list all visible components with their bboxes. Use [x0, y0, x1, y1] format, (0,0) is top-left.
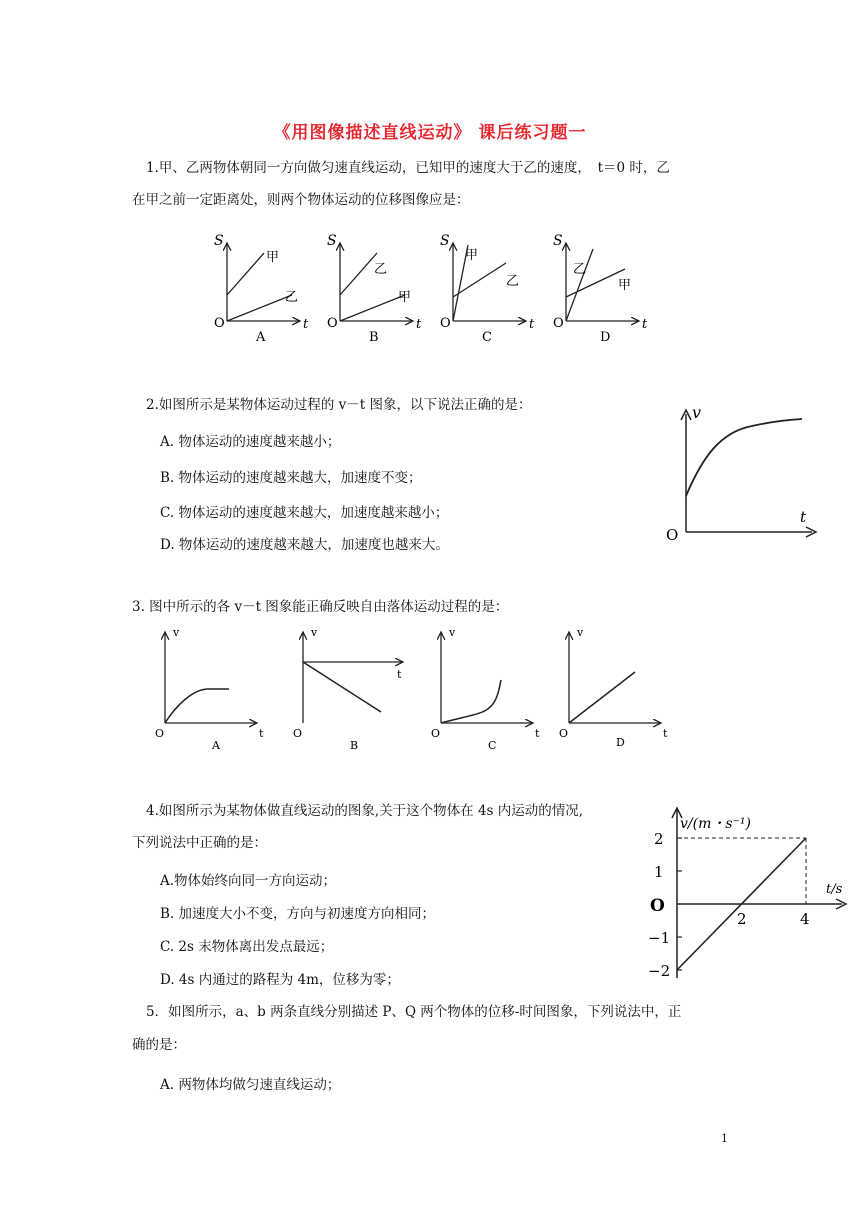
y-tick-label: −1 — [648, 929, 671, 947]
axis-s-label: S — [214, 233, 224, 249]
q3-graph-c — [431, 626, 540, 752]
origin-label: O — [214, 316, 225, 331]
axis-v-label: v — [173, 626, 180, 639]
y-tick-label: 2 — [654, 830, 664, 848]
origin-label: O — [650, 896, 665, 916]
q5-option-a: A. 两物体均做匀速直线运动； — [160, 1077, 341, 1093]
steep-line-label: 甲 — [266, 250, 280, 265]
axis-t-label: t — [663, 727, 668, 740]
shallow-line-label: 乙 — [506, 274, 520, 289]
q4-option-c: C. 2s 末物体离出发点最远； — [160, 939, 334, 955]
axis-t-label: t — [535, 727, 540, 740]
shallow-line-label: 甲 — [618, 278, 632, 293]
x-tick-label: 2 — [737, 910, 747, 928]
steep-line-label: 乙 — [374, 262, 388, 277]
q2-option-a: A. 物体运动的速度越来越小； — [160, 434, 341, 450]
page-title: 《用图像描述直线运动》 课后练习题一 — [273, 123, 587, 143]
q1-graphs — [200, 225, 670, 350]
q5-line1: 5．如图所示，a、b 两条直线分别描述 P、Q 两个物体的位移-时间图象，下列说法中，正 — [146, 1004, 682, 1020]
y-tick-label: −2 — [648, 962, 671, 980]
graph-letter: C — [488, 739, 497, 752]
steep-line-label: 甲 — [465, 248, 479, 263]
graph-letter: B — [369, 330, 379, 345]
q1-graph-d — [553, 233, 648, 345]
axis-v-label: v — [449, 626, 456, 639]
origin-label: O — [327, 316, 338, 331]
origin-label: O — [666, 526, 679, 544]
axis-t-label: t — [303, 317, 309, 332]
origin-label: O — [155, 727, 165, 740]
shallow-line-label: 甲 — [398, 290, 412, 305]
q1-graph-c — [440, 233, 535, 345]
axis-t-label: t — [416, 317, 422, 332]
axis-s-label: S — [327, 233, 337, 249]
graph-letter: D — [600, 330, 611, 345]
q4-line2: 下列说法中正确的是： — [132, 835, 267, 851]
axis-s-label: S — [440, 233, 450, 249]
q4-option-a: A.物体始终向同一方向运动； — [160, 873, 337, 889]
q3-graphs — [145, 620, 685, 755]
q3-graph-d — [559, 626, 668, 749]
x-axis-label: t/s — [826, 882, 843, 897]
graph-letter: A — [256, 330, 266, 345]
axis-t-label: t — [259, 727, 264, 740]
axis-t-label: t — [800, 508, 807, 526]
graph-letter: A — [212, 739, 220, 752]
q4-option-b: B. 加速度大小不变，方向与初速度方向相同； — [160, 906, 436, 922]
x-tick-label: 4 — [800, 910, 810, 928]
q2-option-c: C. 物体运动的速度越来越大，加速度越来越小； — [160, 505, 449, 521]
graph-letter: C — [482, 330, 492, 345]
q3-graph-b — [293, 626, 403, 752]
q4-option-d: D. 4s 内通过的路程为 4m，位移为零； — [160, 972, 400, 988]
axis-s-label: S — [553, 233, 563, 249]
q1-graph-b — [327, 233, 422, 345]
axis-t-label: t — [397, 668, 402, 681]
origin-label: O — [431, 727, 441, 740]
q3-graph-a — [155, 626, 264, 752]
origin-label: O — [293, 727, 303, 740]
q4-chart — [640, 800, 850, 980]
shallow-line-label: 乙 — [285, 290, 299, 305]
y-tick-label: 1 — [654, 863, 664, 881]
q3-stem: 3. 图中所示的各 v－t 图象能正确反映自由落体运动过程的是： — [132, 599, 509, 615]
graph-letter: B — [350, 739, 359, 752]
page-number: 1 — [721, 1132, 728, 1145]
q2-stem: 2.如图所示是某物体运动过程的 v－t 图象，以下说法正确的是： — [146, 397, 532, 413]
steep-line-label: 乙 — [573, 262, 587, 277]
axis-v-label: v — [311, 626, 318, 639]
origin-label: O — [553, 316, 564, 331]
axis-t-label: t — [529, 317, 535, 332]
q1-graph-a — [214, 233, 309, 345]
q4-line1: 4.如图所示为某物体做直线运动的图象,关于这个物体在 4s 内运动的情况, — [146, 803, 584, 819]
q2-graph — [660, 400, 820, 545]
origin-label: O — [440, 316, 451, 331]
q2-option-d: D. 物体运动的速度越来越大，加速度也越来大。 — [160, 537, 449, 553]
axis-v-label: v — [577, 626, 584, 639]
q1-line2: 在甲之前一定距离处，则两个物体运动的位移图像应是： — [132, 192, 470, 208]
q2-option-b: B. 物体运动的速度越来越大，加速度不变； — [160, 470, 422, 486]
graph-letter: D — [616, 736, 625, 749]
axis-t-label: t — [642, 317, 648, 332]
y-axis-label: v/(m・s⁻¹) — [680, 816, 752, 832]
axis-v-label: v — [692, 403, 702, 422]
q5-line2: 确的是： — [132, 1037, 186, 1053]
origin-label: O — [559, 727, 569, 740]
velocity-curve — [686, 419, 802, 496]
q1-line1: 1.甲、乙两物体朝同一方向做匀速直线运动，已知甲的速度大于乙的速度， t＝0 时，乙 — [146, 160, 670, 176]
